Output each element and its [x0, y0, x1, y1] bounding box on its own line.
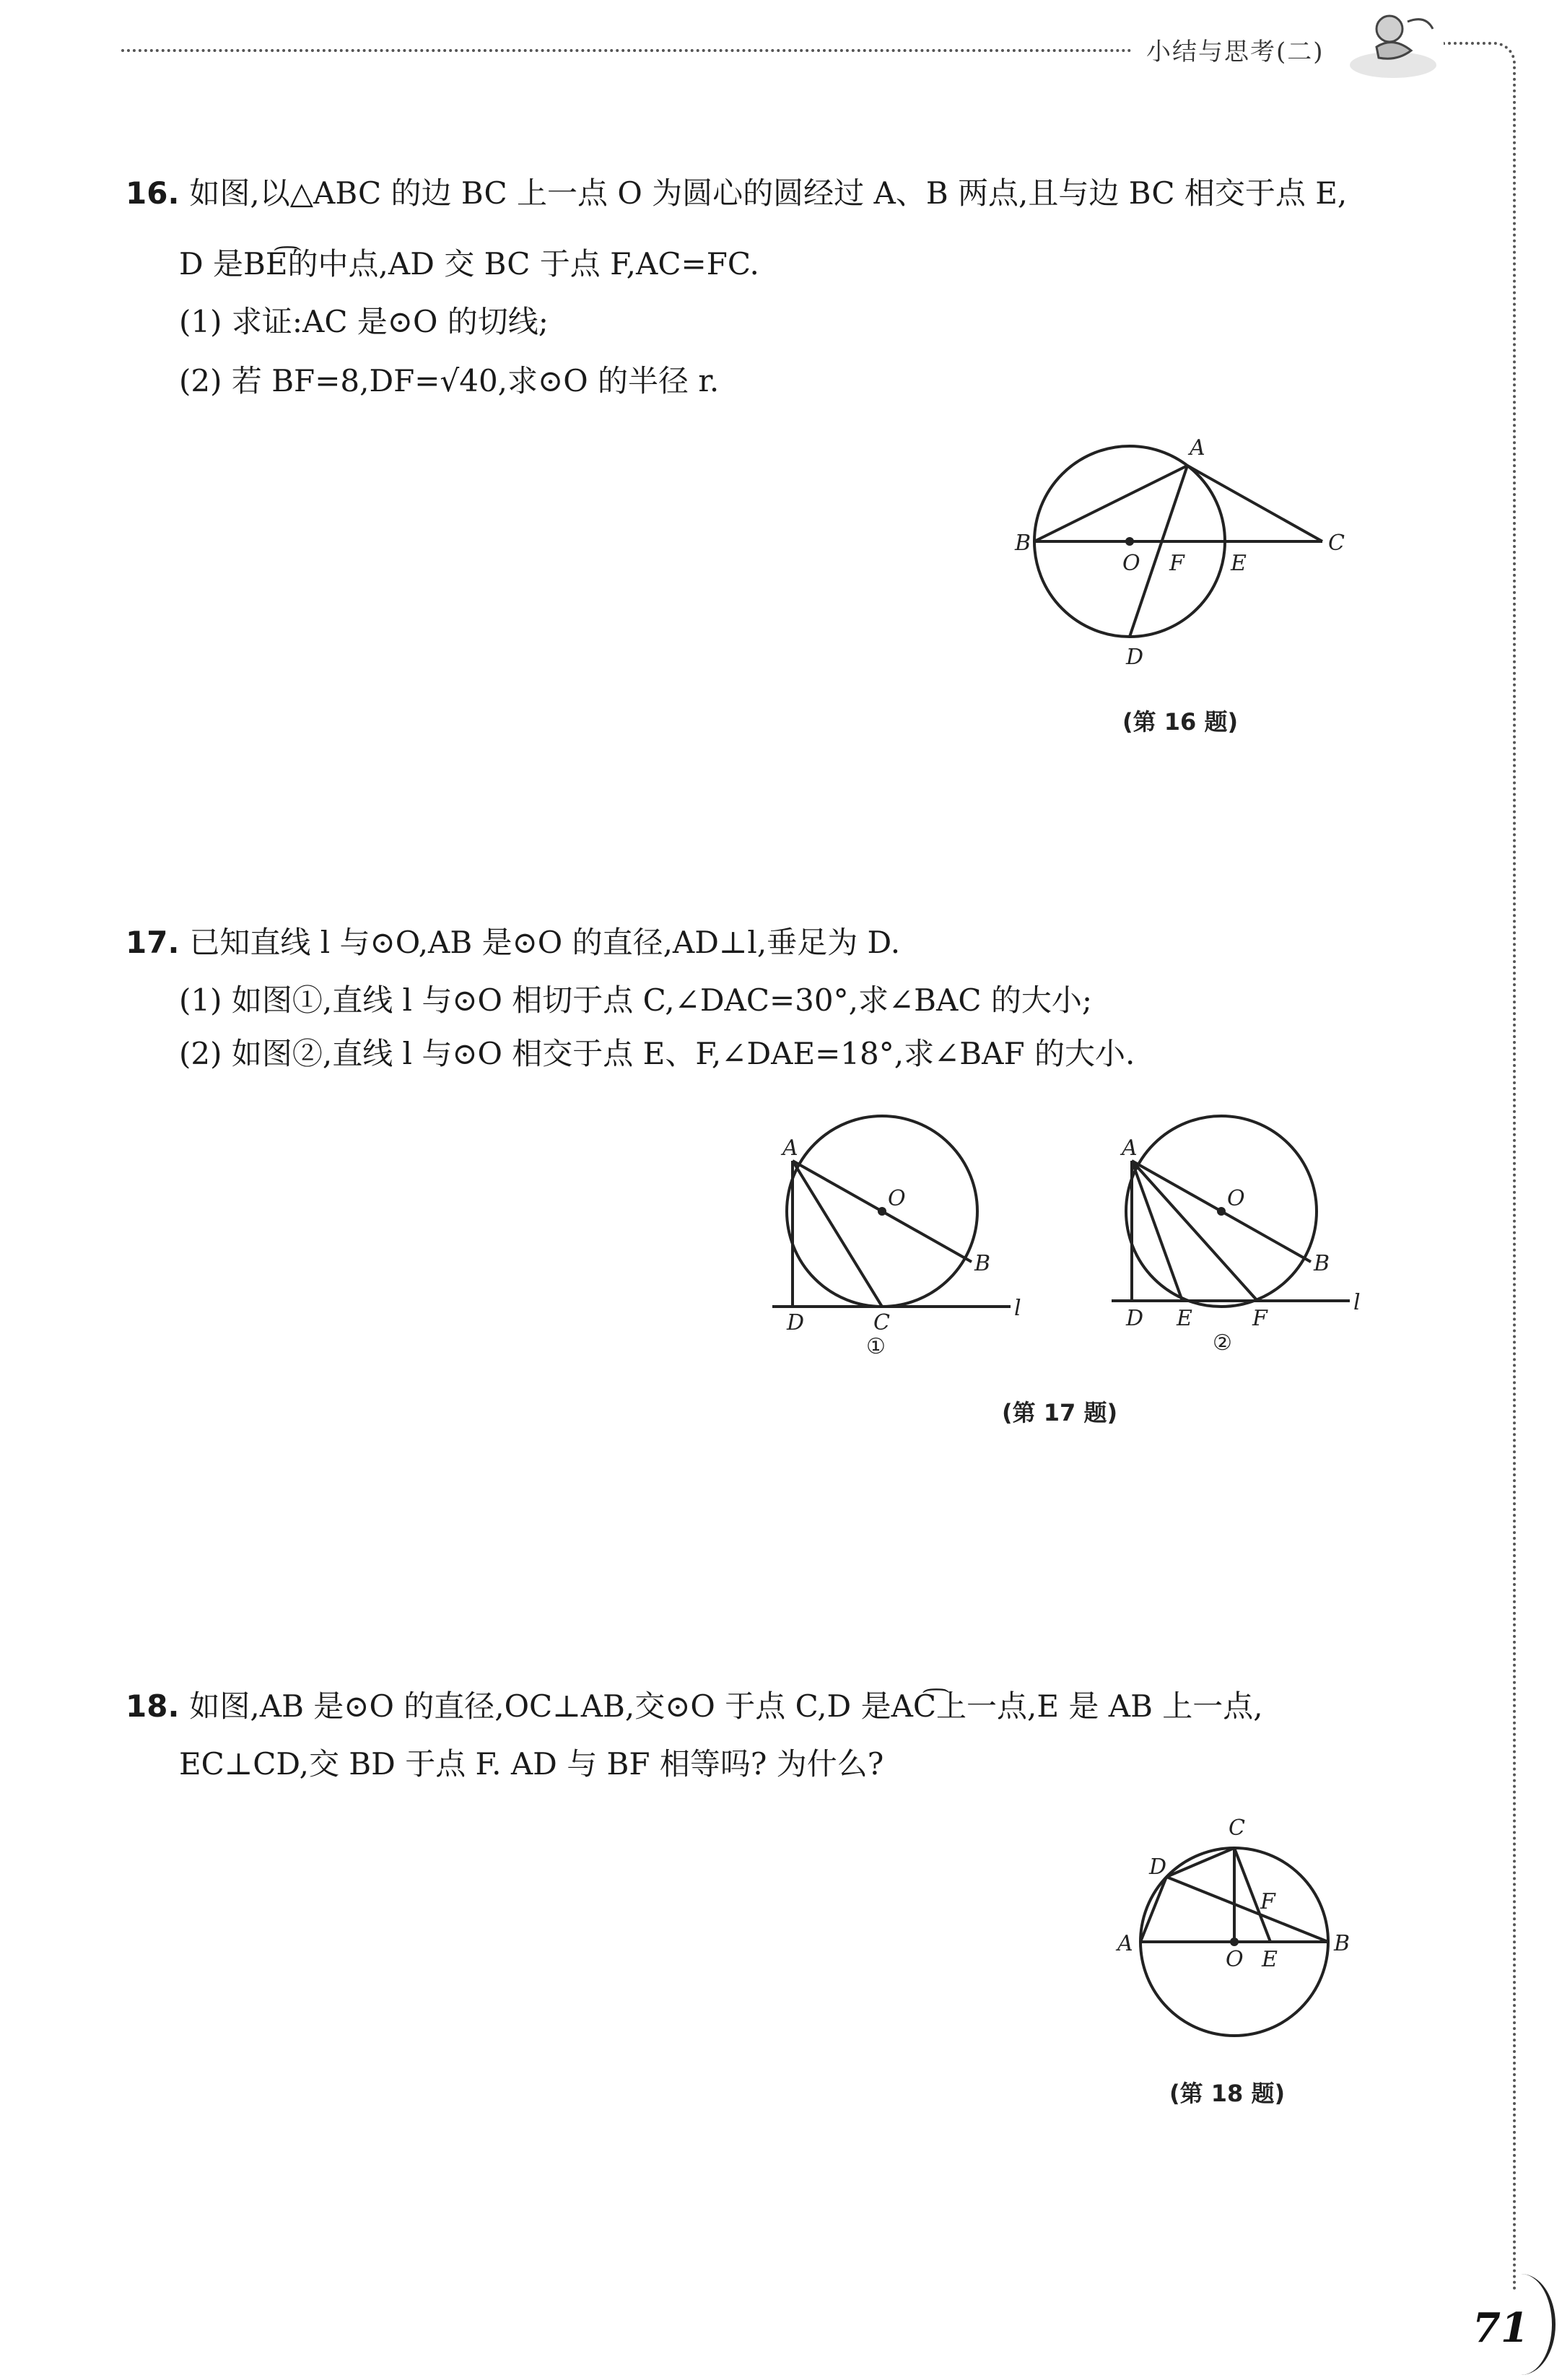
mascot-icon — [1339, 7, 1447, 87]
question-text: 如图,以△ABC 的边 BC 上一点 O 为圆心的圆经过 A、B 两点,且与边 BC 相交于点 E, — [189, 175, 1348, 211]
label-C: C — [1229, 1815, 1245, 1841]
label-F: F — [1260, 1889, 1275, 1914]
question-17-part-1: (1) 如图①,直线 l 与⊙O 相切于点 C,∠DAC=30°,求∠BAC 的大小; — [179, 982, 1092, 1018]
question-text: 如图,AB 是⊙O 的直径,OC⊥AB,交⊙O 于点 C,D 是AC͡上一点,E 是 AB 上一点, — [189, 1688, 1263, 1724]
page-border-dotted — [1444, 42, 1516, 2290]
figure-18 — [1104, 1805, 1379, 2065]
label-A: A — [1190, 435, 1205, 461]
label-D: D — [787, 1310, 805, 1335]
label-F: F — [1252, 1306, 1268, 1331]
label-D: D — [1126, 1306, 1144, 1331]
label-B: B — [1314, 1251, 1330, 1276]
label-E: E — [1262, 1947, 1278, 1972]
question-18-line-2: EC⊥CD,交 BD 于点 F. AD 与 BF 相等吗? 为什么? — [179, 1746, 884, 1782]
header-dotted-rule — [121, 49, 1132, 52]
question-16-part-1: (1) 求证:AC 是⊙O 的切线; — [179, 304, 549, 339]
question-17-part-2: (2) 如图②,直线 l 与⊙O 相交于点 E、F,∠DAE=18°,求∠BAF 的大小. — [179, 1036, 1135, 1071]
question-16-line-1 — [126, 173, 1347, 214]
figure-1-marker: ① — [866, 1334, 886, 1359]
label-B: B — [974, 1251, 991, 1276]
page-number: 71 — [1472, 2304, 1529, 2352]
caption-16: (第 16 题) — [1122, 708, 1239, 736]
figure-17-2 — [1104, 1104, 1379, 1364]
section-title: 小结与思考(二) — [1146, 38, 1325, 66]
question-number: 17. — [126, 925, 180, 960]
label-E: E — [1231, 551, 1247, 576]
question-18-line-1 — [126, 1686, 1263, 1727]
caption-17: (第 17 题) — [1002, 1399, 1118, 1426]
question-16-line-2: D 是BE͡的中点,AD 交 BC 于点 F,AC=FC. — [179, 246, 759, 282]
caption-18: (第 18 题) — [1169, 2080, 1286, 2107]
label-B: B — [1334, 1931, 1351, 1956]
label-O: O — [1122, 551, 1140, 576]
question-17-line-1 — [126, 923, 900, 963]
label-O: O — [888, 1186, 906, 1211]
figure-16 — [1011, 426, 1357, 671]
label-A: A — [782, 1135, 798, 1161]
label-B: B — [1015, 531, 1031, 556]
label-O: O — [1226, 1947, 1244, 1972]
label-E: E — [1177, 1306, 1192, 1331]
question-number: 16. — [126, 175, 180, 211]
question-number: 18. — [126, 1688, 180, 1724]
label-l: l — [1014, 1296, 1021, 1321]
figure-17-1 — [765, 1104, 1039, 1364]
label-D: D — [1126, 645, 1144, 670]
label-D: D — [1149, 1854, 1167, 1880]
label-A: A — [1117, 1931, 1133, 1956]
figure-2-marker: ② — [1213, 1330, 1232, 1356]
label-l: l — [1353, 1290, 1361, 1315]
label-C: C — [873, 1310, 890, 1335]
label-A: A — [1122, 1135, 1138, 1161]
question-text: 已知直线 l 与⊙O,AB 是⊙O 的直径,AD⊥l,垂足为 D. — [189, 925, 901, 960]
label-O: O — [1227, 1186, 1245, 1211]
label-C: C — [1328, 531, 1345, 556]
question-16-part-2: (2) 若 BF=8,DF=√40,求⊙O 的半径 r. — [179, 363, 720, 398]
label-F: F — [1169, 551, 1184, 576]
